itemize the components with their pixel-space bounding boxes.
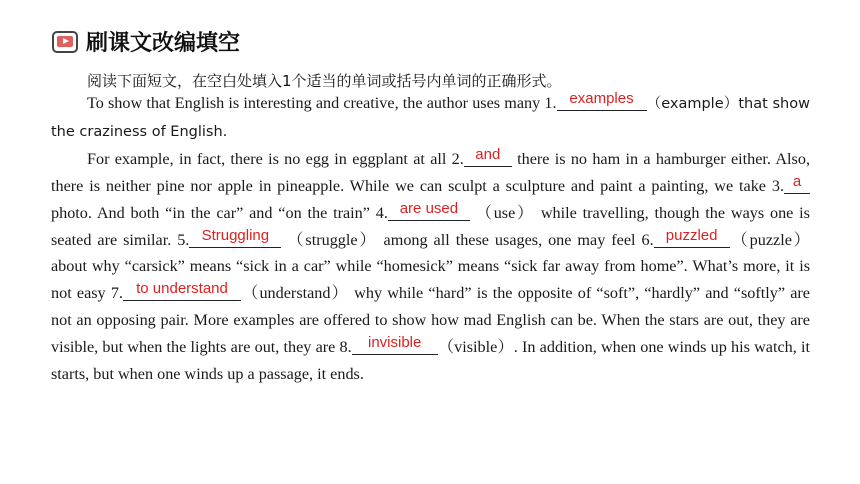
passage-text: For example, in fact, there is no egg in eggplant at all 2. [87,149,464,168]
blank-4 [388,199,470,221]
answer-7: to understand [136,280,228,298]
blank-8 [352,336,438,355]
blank-7 [123,282,241,301]
passage-text: （struggle） among all these usages, one may feel 6. [281,230,654,249]
blank-3 [784,172,810,194]
passage-text: （understand） why while “hard” is the opposite of “soft”, “hardly” and “softly” are not an opposing pair. More examples are offered to show how mad English can be. When the stars are out, they are visible, but when the lights are out, they are 8. [51,284,810,357]
answer-4: are used [399,199,459,217]
section-header [52,26,240,57]
answer-1: examples [569,90,634,107]
passage-text: （use） while travelling, though the ways one is seated are similar. 5. [51,203,810,249]
paragraph-1 [51,90,810,146]
instruction-text: 阅读下面短文，在空白处填入1个适当的单词或括号内单词的正确形式。 [87,72,562,90]
passage [51,90,810,388]
blank-6 [654,226,730,248]
answer-6: puzzled [665,226,718,244]
passage-text: （example）that show the craziness of English. [51,96,810,140]
passage-text: photo. And both “in the car” and “on the train” 4. [51,203,388,222]
answer-8: invisible [367,334,422,352]
section-title: 刷课文改编填空 [86,31,241,56]
answer-2: and [475,145,501,163]
answer-3: a [792,172,802,190]
video-play-icon [52,31,78,53]
blank-1 [557,92,647,111]
passage-text: To show that English is interesting and creative, the author uses many 1. [87,94,557,112]
passage-text: （puzzle）about why “carsick” means “sick in a car” while “homesick” means “sick far away from home”. What’s more, it is not easy 7. [51,230,810,303]
passage-text: there is no ham in a hamburger either. Also, there is neither pine nor apple in pineapple. While we can sculpt a sculpture and paint a painting, we take 3. [51,149,810,195]
answer-5: Struggling [201,226,270,244]
paragraph-2 [51,146,810,388]
passage-text: （visible）. In addition, when one winds up his watch, it starts, but when one winds up a passage, it ends. [51,338,810,384]
blank-2 [464,145,512,167]
blank-5 [189,226,281,248]
